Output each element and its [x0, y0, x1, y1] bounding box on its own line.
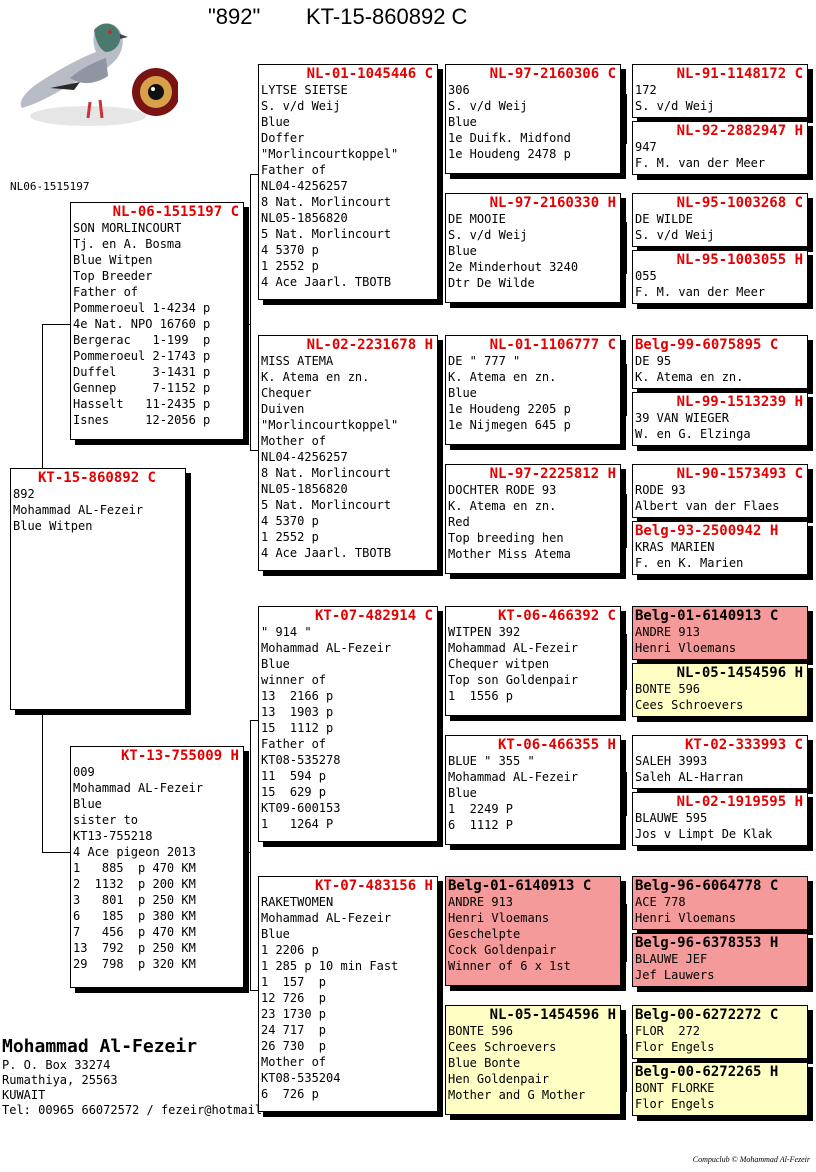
- pedigree-line: KT13-755218: [73, 829, 153, 843]
- ring-number: Belg-93-2500942 H: [635, 523, 779, 539]
- pedigree-line: DOCHTER RODE 93: [448, 483, 557, 497]
- connector: [626, 772, 627, 816]
- pedigree-line: Pommeroeul 1-4234 p: [73, 301, 211, 315]
- connector: [250, 990, 258, 991]
- pedigree-line: 13 2166 p: [261, 689, 334, 703]
- connector: [626, 364, 627, 416]
- pedigree-line: Top son Goldenpair: [448, 673, 579, 687]
- pedigree-line: 4 5370 p: [261, 514, 319, 528]
- connector: [438, 392, 439, 516]
- pedigree-line: 892: [13, 487, 35, 501]
- pedigree-line: BONTE 596: [635, 682, 701, 696]
- ring-number: NL-97-2160306 C: [489, 66, 616, 82]
- connector: [438, 660, 439, 784]
- pedigree-line: 1 2552 p: [261, 259, 319, 273]
- pedigree-line: Top breeding hen: [448, 531, 564, 545]
- pedigree-line: Dtr De Wilde: [448, 276, 535, 290]
- ring-number: NL-95-1003268 C: [676, 195, 803, 211]
- gen4-card[interactable]: [632, 335, 808, 389]
- pedigree-line: NL04-4256257: [261, 179, 348, 193]
- pedigree-line: Winner of 6 x 1st: [448, 959, 571, 973]
- connector: [244, 324, 251, 325]
- pedigree-line: W. en G. Elzinga: [635, 427, 751, 441]
- ring-number: NL-06-1515197 C: [112, 204, 239, 220]
- pedigree-line: Tj. en A. Bosma: [73, 237, 182, 251]
- pedigree-line: Cock Goldenpair: [448, 943, 557, 957]
- gen4-card[interactable]: [632, 876, 808, 930]
- great-grandparent-card[interactable]: [445, 735, 621, 845]
- pedigree-line: Doffer: [261, 131, 305, 145]
- pedigree-line: 4 Ace pigeon 2013: [73, 845, 196, 859]
- grandparent-card[interactable]: [258, 64, 438, 300]
- pedigree-line: BLAUWE JEF: [635, 952, 708, 966]
- connector: [250, 720, 251, 990]
- pedigree-line: Blue Bonte: [448, 1056, 521, 1070]
- gen4-card[interactable]: [632, 521, 808, 575]
- great-grandparent-card[interactable]: [445, 876, 621, 986]
- ring-number: KT-07-483156 H: [314, 878, 433, 894]
- ring-number: KT-07-482914 C: [314, 608, 433, 624]
- gen4-card[interactable]: [632, 1005, 808, 1059]
- pedigree-line: Mother of: [261, 1055, 327, 1069]
- ring-number: NL-99-1513239 H: [676, 394, 803, 410]
- pedigree-line: Jos v Limpt De Klak: [635, 827, 773, 841]
- great-grandparent-card[interactable]: [445, 464, 621, 574]
- pedigree-line: Blue Witpen: [73, 253, 153, 267]
- pedigree-line: Henri Vloemans: [635, 641, 737, 655]
- pedigree-line: 8 Nat. Morlincourt: [261, 195, 392, 209]
- pedigree-line: KT08-535204: [261, 1071, 341, 1085]
- pedigree-line: K. Atema en zn.: [448, 370, 557, 384]
- gen4-card[interactable]: [632, 250, 808, 304]
- reference-ring: NL06-1515197: [10, 180, 90, 193]
- pedigree-line: DE 95: [635, 354, 672, 368]
- ring-number: KT-06-466355 H: [497, 737, 616, 753]
- pedigree-line: Albert van der Flaes: [635, 499, 780, 513]
- gen4-card[interactable]: [632, 792, 808, 846]
- pedigree-line: KT09-600153: [261, 801, 341, 815]
- connector: [42, 324, 70, 325]
- pedigree-line: 1 2206 p: [261, 943, 319, 957]
- pedigree-line: Cees Schroevers: [448, 1040, 557, 1054]
- pedigree-line: Father of: [261, 163, 327, 177]
- connector: [626, 222, 627, 274]
- pedigree-line: Flor Engels: [635, 1097, 715, 1111]
- pedigree-line: FLOR 272: [635, 1024, 701, 1038]
- pedigree-line: BLUE " 355 ": [448, 754, 535, 768]
- grandparent-card[interactable]: [258, 876, 438, 1112]
- connector: [626, 634, 627, 690]
- owner-name: Mohammad Al-Fezeir: [2, 1036, 198, 1057]
- pedigree-line: K. Atema en zn.: [635, 370, 744, 384]
- pedigree-line: SON MORLINCOURT: [73, 221, 182, 235]
- owner-address-line: Rumathiya, 25563: [2, 1073, 118, 1087]
- pedigree-line: Gennep 7-1152 p: [73, 381, 211, 395]
- ring-number: Belg-00-6272265 H: [635, 1064, 779, 1080]
- pedigree-line: 12 726 p: [261, 991, 327, 1005]
- pedigree-line: 1 885 p 470 KM: [73, 861, 196, 875]
- pedigree-line: 1e Houdeng 2478 p: [448, 147, 571, 161]
- pedigree-line: Blue Witpen: [13, 519, 93, 533]
- owner-contact-line: Tel: 00965 66072572 / fezeir@hotmail.: [2, 1103, 270, 1117]
- pedigree-line: 3 801 p 250 KM: [73, 893, 196, 907]
- pedigree-line: Top Breeder: [73, 269, 153, 283]
- ring-number: NL-02-1919595 H: [676, 794, 803, 810]
- pedigree-line: 1 1556 p: [448, 689, 514, 703]
- pedigree-line: NL04-4256257: [261, 450, 348, 464]
- pedigree-line: 23 1730 p: [261, 1007, 327, 1021]
- connector: [244, 852, 251, 853]
- connector: [626, 94, 627, 144]
- connector: [250, 450, 258, 451]
- pedigree-line: K. Atema en zn.: [448, 499, 557, 513]
- pedigree-line: 5 Nat. Morlincourt: [261, 498, 392, 512]
- gen4-card[interactable]: [632, 933, 808, 987]
- pedigree-line: winner of: [261, 673, 327, 687]
- pedigree-line: BONT FLORKE: [635, 1081, 715, 1095]
- ring-number: Belg-96-6378353 H: [635, 935, 779, 951]
- pedigree-line: 15 1112 p: [261, 721, 334, 735]
- pedigree-line: Pommeroeul 2-1743 p: [73, 349, 211, 363]
- pedigree-line: 29 798 p 320 KM: [73, 957, 196, 971]
- pedigree-line: K. Atema en zn.: [261, 370, 370, 384]
- gen4-card[interactable]: [632, 392, 808, 446]
- ring-number: NL-95-1003055 H: [676, 252, 803, 268]
- pedigree-line: 4 Ace Jaarl. TBOTB: [261, 275, 392, 289]
- pedigree-line: "Morlincourtkoppel": [261, 147, 399, 161]
- ring-number: Belg-01-6140913 C: [635, 608, 779, 624]
- pedigree-line: 1 157 p: [261, 975, 327, 989]
- pedigree-line: sister to: [73, 813, 139, 827]
- pedigree-line: ACE 778: [635, 895, 686, 909]
- pedigree-line: ANDRE 913: [635, 625, 701, 639]
- pedigree-line: MISS ATEMA: [261, 354, 334, 368]
- pedigree-line: Saleh AL-Harran: [635, 770, 744, 784]
- pedigree-line: Blue: [448, 786, 477, 800]
- ring-number: NL-90-1573493 C: [676, 466, 803, 482]
- ring-number: NL-91-1148172 C: [676, 66, 803, 82]
- pedigree-line: NL05-1856820: [261, 482, 348, 496]
- pedigree-line: 1 2552 p: [261, 530, 319, 544]
- pedigree-line: "Morlincourtkoppel": [261, 418, 399, 432]
- pedigree-line: 6 185 p 380 KM: [73, 909, 196, 923]
- pedigree-line: RAKETWOMEN: [261, 895, 334, 909]
- pedigree-line: Jef Lauwers: [635, 968, 715, 982]
- pedigree-line: 39 VAN WIEGER: [635, 411, 729, 425]
- connector: [42, 324, 43, 470]
- pedigree-line: 2e Minderhout 3240: [448, 260, 579, 274]
- gen4-card[interactable]: [632, 735, 808, 789]
- gen4-card[interactable]: [632, 121, 808, 175]
- pedigree-line: S. v/d Weij: [261, 99, 341, 113]
- pedigree-line: 306: [448, 83, 470, 97]
- pedigree-line: Hasselt 11-2435 p: [73, 397, 211, 411]
- pedigree-line: RODE 93: [635, 483, 686, 497]
- owner-address-line: P. O. Box 33274: [2, 1058, 111, 1072]
- pedigree-line: Hen Goldenpair: [448, 1072, 550, 1086]
- sire-card[interactable]: [70, 202, 244, 440]
- ring-number: KT-02-333993 C: [684, 737, 803, 753]
- footer-credit: Compuclub © Mohammad Al-Fezeir: [692, 1155, 810, 1164]
- ring-number: Belg-96-6064778 C: [635, 878, 779, 894]
- ring-number: NL-92-2882947 H: [676, 123, 803, 139]
- pedigree-line: BLAUWE 595: [635, 811, 708, 825]
- pedigree-line: Cees Schroevers: [635, 698, 744, 712]
- pedigree-line: Father of: [73, 285, 139, 299]
- ring-number: KT-13-755009 H: [120, 748, 239, 764]
- pedigree-line: LYTSE SIETSE: [261, 83, 348, 97]
- pedigree-line: Geschelpte: [448, 927, 521, 941]
- pedigree-line: Red: [448, 515, 470, 529]
- dam-card[interactable]: [70, 746, 244, 988]
- pedigree-line: 24 717 p: [261, 1023, 327, 1037]
- great-grandparent-card[interactable]: [445, 335, 621, 445]
- pedigree-line: S. v/d Weij: [635, 228, 715, 242]
- great-grandparent-card[interactable]: [445, 193, 621, 303]
- owner-address-line: KUWAIT: [2, 1088, 46, 1102]
- pedigree-line: Bergerac 1-199 p: [73, 333, 211, 347]
- pedigree-line: Henri Vloemans: [635, 911, 737, 925]
- connector: [626, 904, 627, 962]
- ring-number: Belg-01-6140913 C: [448, 878, 592, 894]
- connector: [42, 852, 70, 853]
- connector: [438, 930, 439, 1060]
- ring-number: KT-06-466392 C: [497, 608, 616, 624]
- gen4-card[interactable]: [632, 64, 808, 118]
- pedigree-line: Blue: [261, 657, 290, 671]
- pedigree-line: 172: [635, 83, 657, 97]
- pedigree-line: Father of: [261, 737, 327, 751]
- pedigree-line: 009: [73, 765, 95, 779]
- pedigree-line: F. M. van der Meer: [635, 156, 766, 170]
- pedigree-line: S. v/d Weij: [448, 228, 528, 242]
- gen4-card[interactable]: [632, 606, 808, 660]
- great-grandparent-card[interactable]: [445, 606, 621, 716]
- pedigree-line: 4 Ace Jaarl. TBOTB: [261, 546, 392, 560]
- pedigree-line: S. v/d Weij: [448, 99, 528, 113]
- ring-number: NL-02-2231678 H: [306, 337, 433, 353]
- pedigree-line: KRAS MARIEN: [635, 540, 715, 554]
- pedigree-line: Mohammad AL-Fezeir: [13, 503, 144, 517]
- gen4-card[interactable]: [632, 193, 808, 247]
- pedigree-line: S. v/d Weij: [635, 99, 715, 113]
- pedigree-line: 5 Nat. Morlincourt: [261, 227, 392, 241]
- ring-number: Belg-99-6075895 C: [635, 337, 779, 353]
- pedigree-line: 055: [635, 269, 657, 283]
- pedigree-line: Blue: [261, 115, 290, 129]
- connector: [438, 120, 439, 242]
- pedigree-line: 13 792 p 250 KM: [73, 941, 196, 955]
- connector: [626, 494, 627, 548]
- pedigree-line: F. M. van der Meer: [635, 285, 766, 299]
- pedigree-line: 6 1112 P: [448, 818, 514, 832]
- pedigree-line: BONTE 596: [448, 1024, 514, 1038]
- pedigree-line: Mother Miss Atema: [448, 547, 571, 561]
- ring-number: NL-05-1454596 H: [676, 665, 803, 681]
- ring-number: NL-01-1106777 C: [489, 337, 616, 353]
- pedigree-line: 6 726 p: [261, 1087, 319, 1101]
- pigeon-name-title: "892": [208, 4, 261, 29]
- pedigree-line: Mother and G Mother: [448, 1088, 586, 1102]
- owner-info: [2, 1036, 269, 1118]
- pedigree-line: 11 594 p: [261, 769, 327, 783]
- pedigree-line: Flor Engels: [635, 1040, 715, 1054]
- pedigree-line: Mohammad AL-Fezeir: [261, 911, 392, 925]
- connector: [250, 174, 258, 175]
- pedigree-line: 8 Nat. Morlincourt: [261, 466, 392, 480]
- ring-number: NL-97-2225812 H: [489, 466, 616, 482]
- pedigree-line: Blue: [448, 115, 477, 129]
- pedigree-line: Isnes 12-2056 p: [73, 413, 211, 427]
- subject-card[interactable]: [10, 468, 186, 710]
- pigeon-ring-title: KT-15-860892 C: [306, 4, 468, 29]
- ring-number: Belg-00-6272272 C: [635, 1007, 779, 1023]
- pedigree-line: 1 2249 P: [448, 802, 514, 816]
- pedigree-line: Henri Vloemans: [448, 911, 550, 925]
- pedigree-line: Blue: [261, 927, 290, 941]
- pedigree-line: Mohammad AL-Fezeir: [261, 641, 392, 655]
- pedigree-line: KT08-535278: [261, 753, 341, 767]
- pedigree-line: 15 629 p: [261, 785, 327, 799]
- pedigree-line: 1e Nijmegen 645 p: [448, 418, 571, 432]
- ring-number: NL-05-1454596 H: [489, 1007, 616, 1023]
- pedigree-line: 1 1264 P: [261, 817, 334, 831]
- pedigree-line: DE WILDE: [635, 212, 693, 226]
- ring-number: KT-15-860892 C: [37, 470, 156, 486]
- ring-number: NL-01-1045446 C: [306, 66, 433, 82]
- pedigree-line: Mohammad AL-Fezeir: [448, 641, 579, 655]
- pedigree-line: " 914 ": [261, 625, 312, 639]
- pedigree-line: Chequer: [261, 386, 312, 400]
- pedigree-line: Mohammad AL-Fezeir: [73, 781, 204, 795]
- connector: [626, 1034, 627, 1092]
- pedigree-line: Chequer witpen: [448, 657, 550, 671]
- pedigree-line: Mother of: [261, 434, 327, 448]
- connector: [42, 712, 43, 852]
- pedigree-line: 26 730 p: [261, 1039, 327, 1053]
- pedigree-line: 1 285 p 10 min Fast: [261, 959, 399, 973]
- pedigree-line: ANDRE 913: [448, 895, 514, 909]
- connector: [250, 174, 251, 450]
- pedigree-line: DE " 777 ": [448, 354, 521, 368]
- grandparent-card[interactable]: [258, 606, 438, 842]
- pedigree-line: DE MOOIE: [448, 212, 506, 226]
- pedigree-line: WITPEN 392: [448, 625, 521, 639]
- great-grandparent-card[interactable]: [445, 64, 621, 174]
- pedigree-line: Duiven: [261, 402, 305, 416]
- pedigree-line: 1e Houdeng 2205 p: [448, 402, 571, 416]
- pedigree-line: 1e Duifk. Midfond: [448, 131, 571, 145]
- pedigree-line: SALEH 3993: [635, 754, 708, 768]
- pedigree-line: 13 1903 p: [261, 705, 334, 719]
- pedigree-line: 947: [635, 140, 657, 154]
- gen4-card[interactable]: [632, 1062, 808, 1116]
- pedigree-line: F. en K. Marien: [635, 556, 744, 570]
- pedigree-line: Blue: [448, 386, 477, 400]
- connector: [250, 720, 258, 721]
- pedigree-line: 4 5370 p: [261, 243, 319, 257]
- ring-number: NL-97-2160330 H: [489, 195, 616, 211]
- pedigree-line: 7 456 p 470 KM: [73, 925, 196, 939]
- pigeon-photo: [10, 12, 178, 134]
- gen4-card[interactable]: [632, 464, 808, 518]
- pedigree-line: 4e Nat. NPO 16760 p: [73, 317, 211, 331]
- gen4-card[interactable]: [632, 663, 808, 717]
- pedigree-line: Blue: [448, 244, 477, 258]
- great-grandparent-card[interactable]: [445, 1005, 621, 1115]
- grandparent-card[interactable]: [258, 335, 438, 571]
- pedigree-line: Blue: [73, 797, 102, 811]
- pedigree-line: Mohammad AL-Fezeir: [448, 770, 579, 784]
- pedigree-line: Duffel 3-1431 p: [73, 365, 211, 379]
- pedigree-line: NL05-1856820: [261, 211, 348, 225]
- pedigree-line: 2 1132 p 200 KM: [73, 877, 196, 891]
